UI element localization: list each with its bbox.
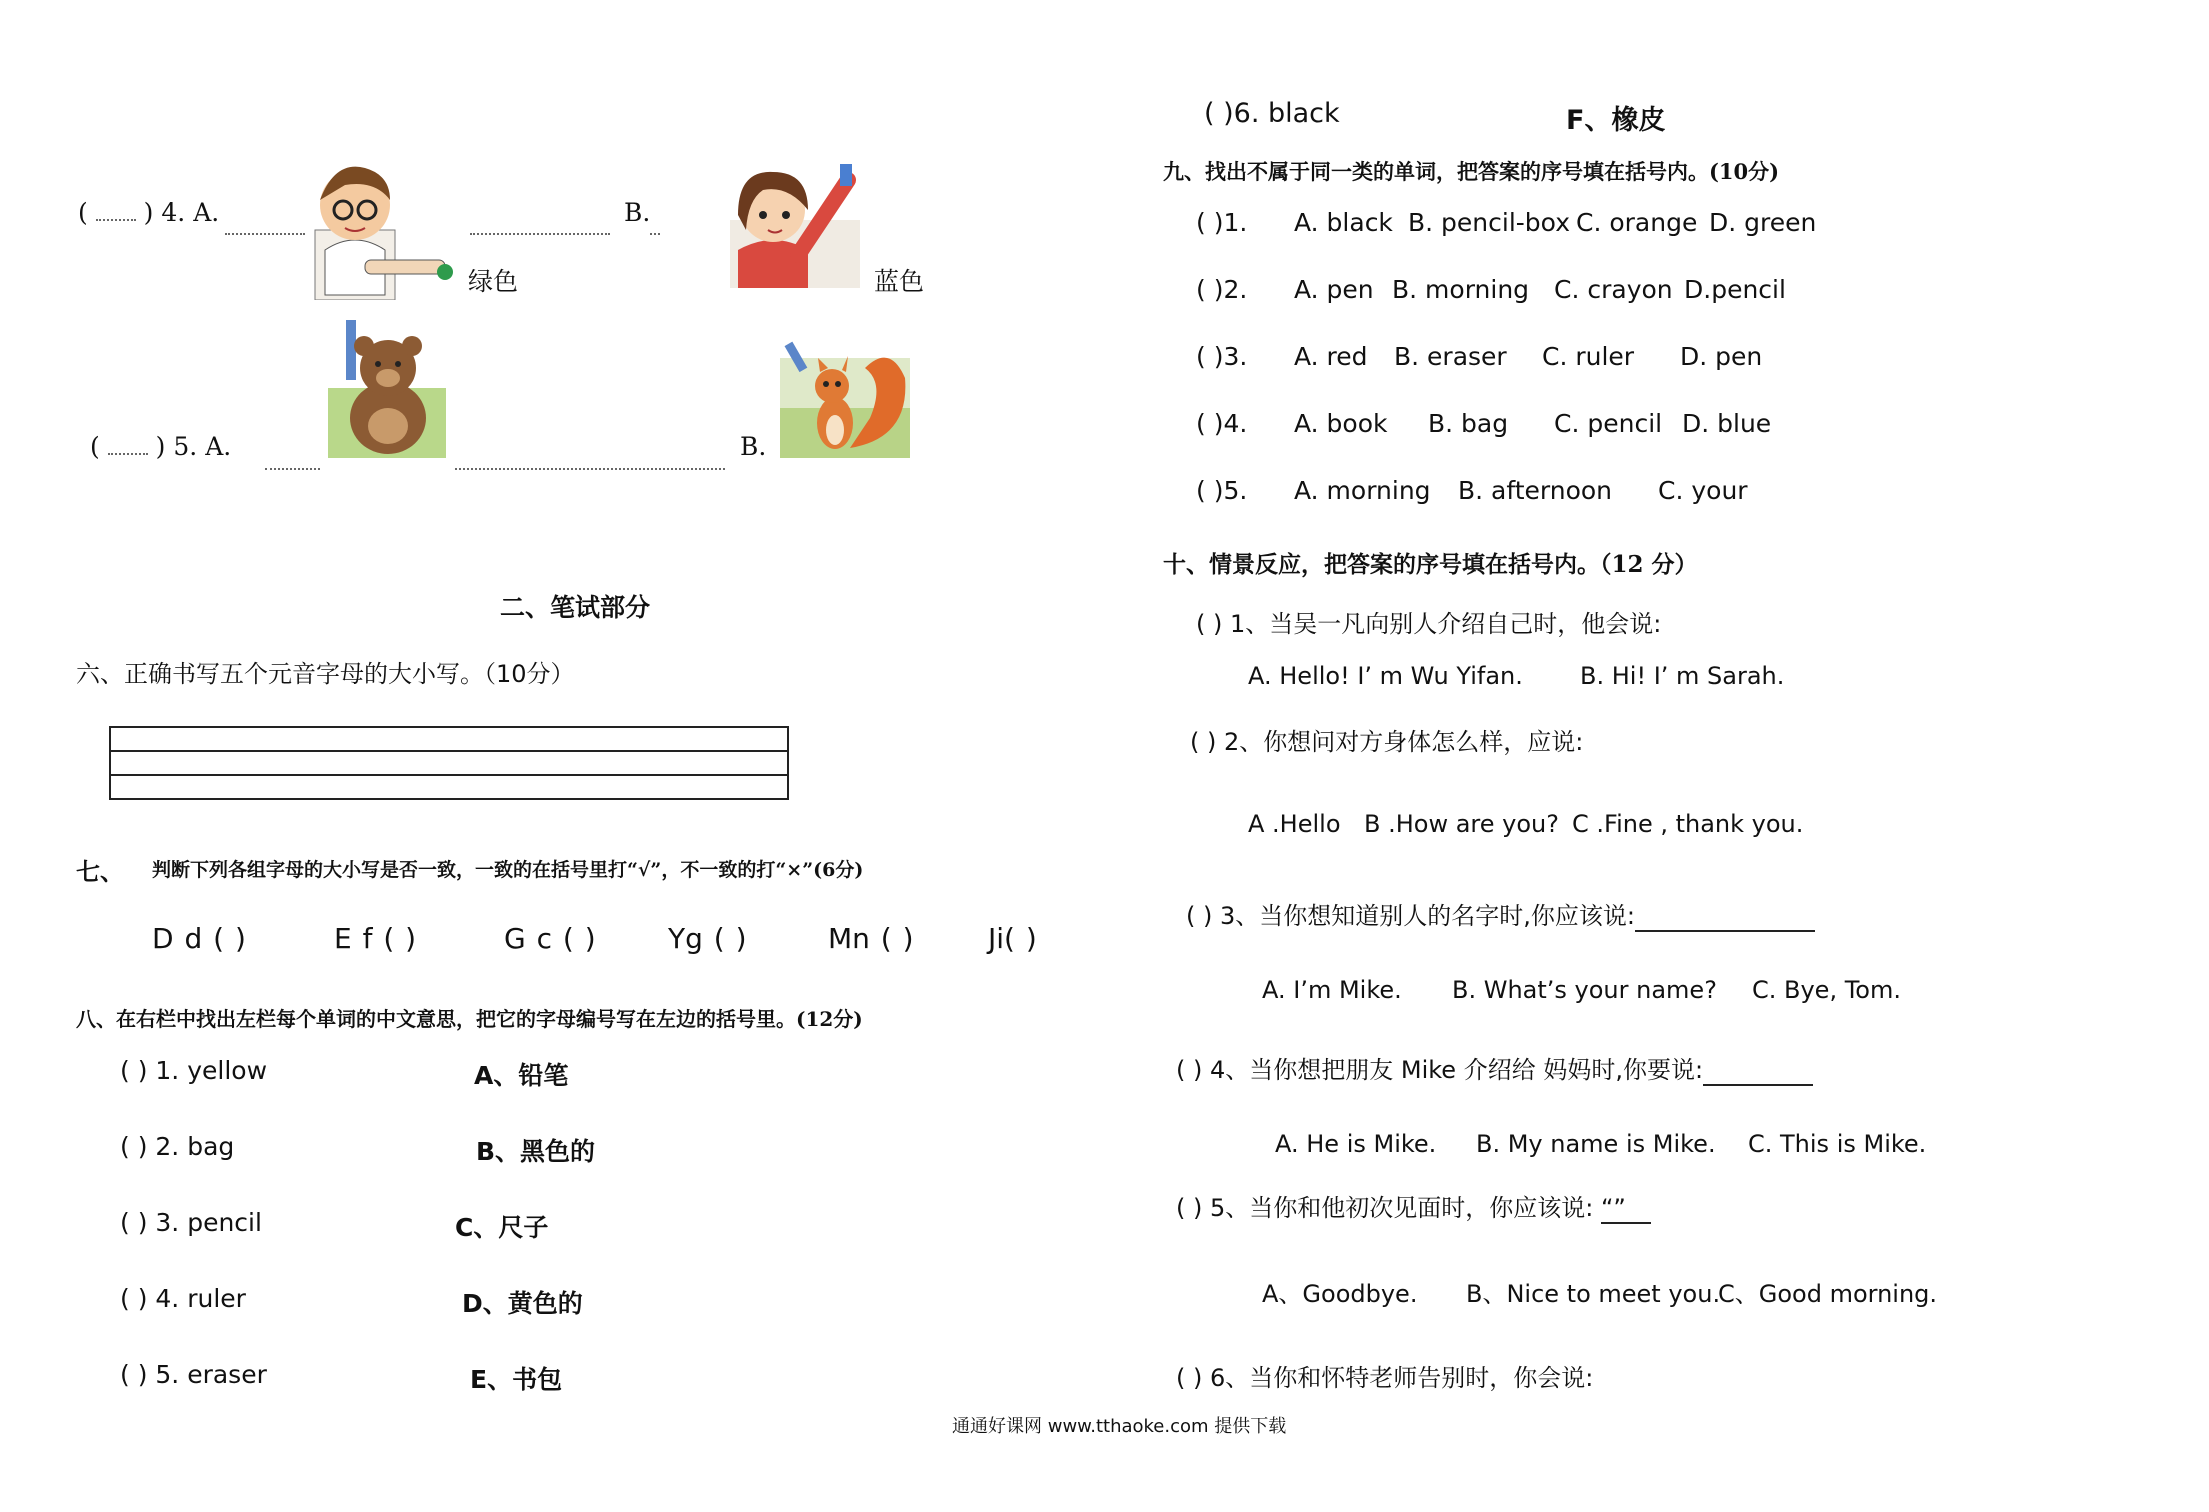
ten-option: B. Hi! I’ m Sarah. xyxy=(1580,662,1785,690)
letter-pair[interactable]: Yg ( ) xyxy=(668,922,747,955)
nine-option: D. blue xyxy=(1682,409,1772,438)
letter-pair[interactable]: Mn ( ) xyxy=(828,922,914,955)
answer-blank[interactable]: “” xyxy=(1601,1194,1651,1224)
q4-option-b: B. xyxy=(624,198,651,227)
bear-with-crayon-image xyxy=(328,318,446,458)
match-row-right: F、橡皮 xyxy=(1566,105,1666,136)
nine-option: D.pencil xyxy=(1684,275,1786,304)
ten-question-text: ( ) 5、当你和他初次见面时，你应该说: xyxy=(1176,1194,1601,1222)
ten-option: C、Good morning. xyxy=(1718,1280,1938,1308)
nine-option: C. ruler xyxy=(1542,342,1635,371)
nine-option: C. orange xyxy=(1576,208,1698,237)
match-row-right: C、尺子 xyxy=(455,1213,549,1242)
q4-number: 4. xyxy=(161,198,186,227)
match-row-right: D、黄色的 xyxy=(462,1289,583,1318)
nine-row xyxy=(1196,476,2076,510)
section-eight-title: 八、在右栏中找出左栏每个单词的中文意思，把它的字母编号写在左边的括号里。(12分) xyxy=(76,1007,863,1031)
match-row-left[interactable]: ( ) 5. eraser xyxy=(120,1360,267,1389)
nine-option: A. red xyxy=(1294,342,1368,371)
nine-option: D. pen xyxy=(1680,342,1763,371)
nine-row xyxy=(1196,409,2076,443)
ten-option: A、Goodbye. xyxy=(1262,1280,1418,1308)
q5-paren-close: ) xyxy=(155,432,166,461)
answer-blank[interactable] xyxy=(1635,902,1815,932)
nine-option: A. morning xyxy=(1294,476,1431,505)
match-row-left[interactable]: ( )6. black xyxy=(1204,98,1340,129)
q4-option-a: A. xyxy=(193,198,220,227)
q4-label-b: 蓝色 xyxy=(874,267,925,296)
written-section-heading: 二、笔试部分 xyxy=(500,593,651,622)
q5-paren-open: ( xyxy=(90,432,100,461)
footer-source: 通通好课网 www.tthaoke.com 提供下载 xyxy=(952,1416,1287,1437)
letter-pair[interactable]: D d ( ) xyxy=(152,922,246,955)
section-seven-number: 七、 xyxy=(76,858,124,886)
nine-row xyxy=(1196,208,2076,242)
nine-option: A. pen xyxy=(1294,275,1374,304)
nine-answer-slot[interactable]: ( )3. xyxy=(1196,342,1248,371)
ten-option: B. My name is Mike. xyxy=(1476,1130,1716,1158)
q4-row xyxy=(78,198,219,227)
match-row-left[interactable]: ( ) 4. ruler xyxy=(120,1284,246,1313)
ten-question[interactable] xyxy=(1176,1188,1651,1224)
answer-blank[interactable] xyxy=(1703,1056,1813,1086)
squirrel-with-crayon-image xyxy=(780,338,910,458)
nine-answer-slot[interactable]: ( )2. xyxy=(1196,275,1248,304)
ten-option: A. Hello! I’ m Wu Yifan. xyxy=(1248,662,1523,690)
match-row-right: B、黑色的 xyxy=(476,1137,596,1166)
ten-option: A. He is Mike. xyxy=(1275,1130,1437,1158)
ten-option: A. I’m Mike. xyxy=(1262,976,1402,1004)
girl-with-crayon-image xyxy=(728,160,863,290)
match-row-left[interactable]: ( ) 3. pencil xyxy=(120,1208,262,1237)
ten-option: A .Hello xyxy=(1248,810,1341,838)
nine-option: C. crayon xyxy=(1554,275,1673,304)
writing-lines[interactable] xyxy=(109,726,789,800)
nine-row xyxy=(1196,342,2076,376)
nine-option: B. pencil-box xyxy=(1408,208,1570,237)
nine-option: B. eraser xyxy=(1394,342,1507,371)
nine-option: D. green xyxy=(1709,208,1817,237)
letter-pair[interactable]: G c ( ) xyxy=(504,922,596,955)
nine-option: B. bag xyxy=(1428,409,1509,438)
ten-option: C. This is Mike. xyxy=(1748,1130,1927,1158)
section-nine-title: 九、找出不属于同一类的单词，把答案的序号填在括号内。(10分) xyxy=(1163,159,1780,184)
nine-option: C. pencil xyxy=(1554,409,1663,438)
match-row-right: E、书包 xyxy=(470,1365,563,1394)
q5-row xyxy=(90,432,231,461)
nine-row xyxy=(1196,275,2076,309)
section-ten-title: 十、情景反应，把答案的序号填在括号内。（12 分） xyxy=(1163,551,1698,578)
ten-question-text: ( ) 3、当你想知道别人的名字时,你应该说: xyxy=(1186,902,1635,930)
nine-answer-slot[interactable]: ( )1. xyxy=(1196,208,1248,237)
nine-option: A. black xyxy=(1294,208,1393,237)
ten-option: C. Bye, Tom. xyxy=(1752,976,1901,1004)
q5-option-a: A. xyxy=(205,432,232,461)
nine-answer-slot[interactable]: ( )4. xyxy=(1196,409,1248,438)
section-six-title: 六、正确书写五个元音字母的大小写。（10分） xyxy=(76,660,575,688)
q5-option-b: B. xyxy=(740,432,767,461)
ten-question[interactable] xyxy=(1186,896,1815,932)
nine-option: B. morning xyxy=(1392,275,1530,304)
ten-option: B、Nice to meet you. xyxy=(1466,1280,1721,1308)
ten-option: C .Fine , thank you. xyxy=(1572,810,1804,838)
ten-question-text: ( ) 4、当你想把朋友 Mike 介绍给 妈妈时,你要说: xyxy=(1176,1056,1704,1084)
letter-pair[interactable]: Ji( ) xyxy=(988,922,1037,955)
ten-question[interactable]: ( ) 2、你想问对方身体怎么样，应说: xyxy=(1190,728,1584,756)
ten-question[interactable]: ( ) 1、当吴一凡向别人介绍自己时，他会说: xyxy=(1196,610,1662,638)
nine-answer-slot[interactable]: ( )5. xyxy=(1196,476,1248,505)
match-row-left[interactable]: ( ) 1. yellow xyxy=(120,1056,268,1085)
nine-option: A. book xyxy=(1294,409,1388,438)
nine-option: C. your xyxy=(1658,476,1748,505)
ten-option: B .How are you? xyxy=(1364,810,1559,838)
nine-option: B. afternoon xyxy=(1458,476,1613,505)
q4-paren-close: ) xyxy=(143,198,154,227)
q4-paren-open: ( xyxy=(78,198,88,227)
boy-with-crayon-image xyxy=(305,160,455,300)
ten-question[interactable]: ( ) 6、当你和怀特老师告别时，你会说: xyxy=(1176,1364,1594,1392)
q4-label-a: 绿色 xyxy=(468,267,519,296)
q5-number: 5. xyxy=(173,432,198,461)
ten-option: B. What’s your name? xyxy=(1452,976,1717,1004)
ten-question[interactable] xyxy=(1176,1050,1813,1086)
section-seven-title: 判断下列各组字母的大小写是否一致，一致的在括号里打“√”，不一致的打“×”(6分) xyxy=(152,859,864,881)
match-row-left[interactable]: ( ) 2. bag xyxy=(120,1132,235,1161)
letter-pair[interactable]: E f ( ) xyxy=(334,922,417,955)
match-row-right: A、铅笔 xyxy=(474,1061,569,1090)
